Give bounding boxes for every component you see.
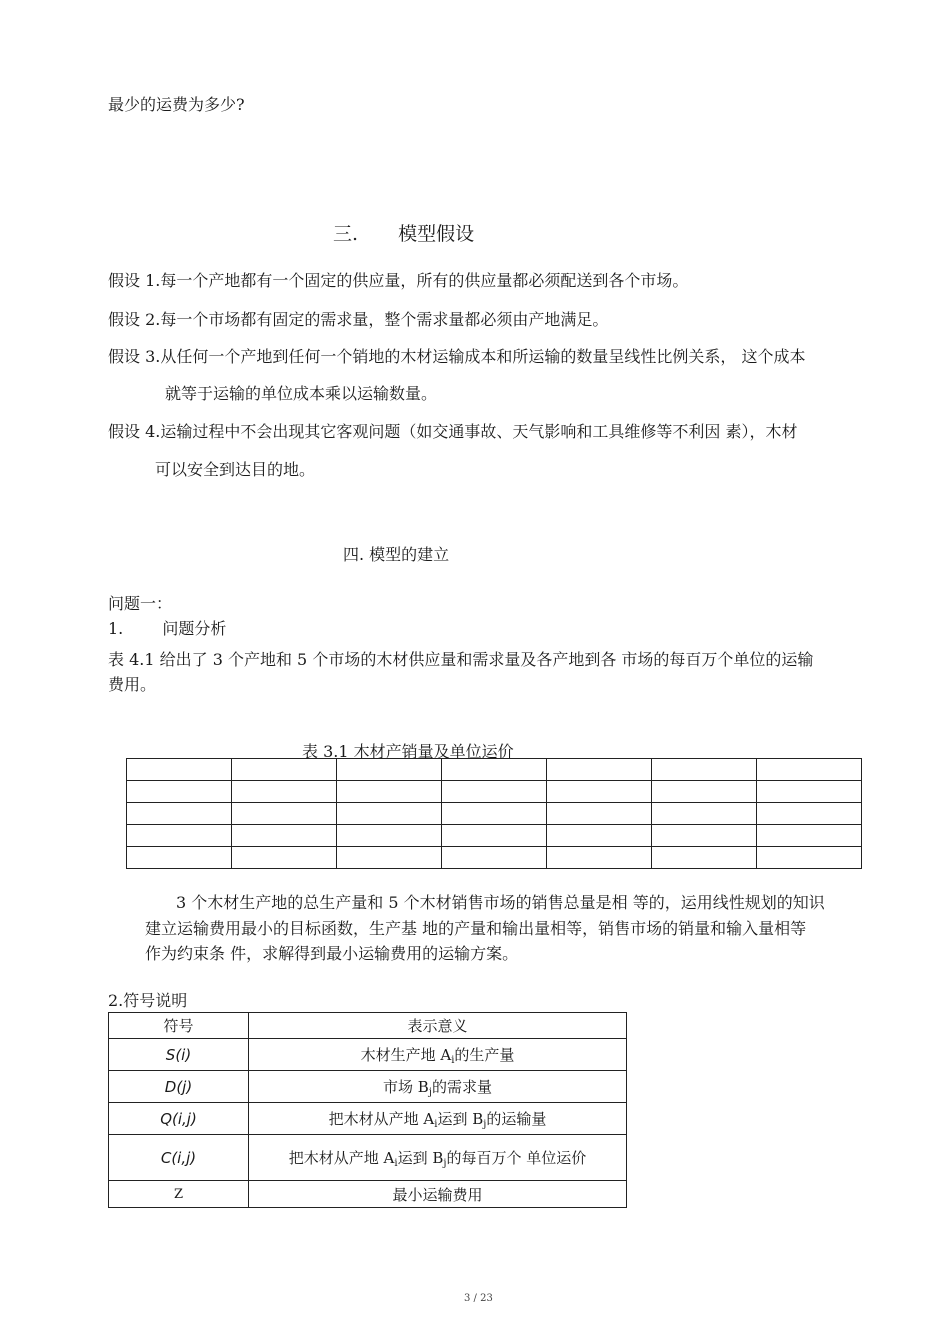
- analysis-paragraph-line2: 费用。: [108, 675, 157, 694]
- table-cell: [757, 847, 862, 869]
- table-cell: [547, 759, 652, 781]
- assumption-3-continuation: 就等于运输的单位成本乘以运输数量。: [165, 384, 438, 403]
- meaning-text: 把木材从产地 A: [288, 1148, 395, 1167]
- section3-title: [333, 219, 474, 246]
- table-cell: [232, 803, 337, 825]
- table-row: [127, 759, 862, 781]
- meaning-text: 把木材从产地 A: [328, 1109, 435, 1128]
- symbol-cell: Q(i,j): [109, 1103, 249, 1135]
- assumption-1: [108, 268, 688, 291]
- table-cell: [547, 803, 652, 825]
- assumption-label: 假设 2.: [108, 310, 161, 329]
- meaning-subscript: j: [428, 1086, 432, 1098]
- subsection1-title: 问题分析: [162, 619, 227, 638]
- assumption-text: 运输过程中不会出现其它客观问题（如交通事故、天气影响和工具维修等不利因 素），木材: [160, 422, 798, 441]
- table-cell: [127, 781, 232, 803]
- table-cell: [652, 759, 757, 781]
- table-cell: [652, 825, 757, 847]
- subsection1-number: 1.: [108, 619, 124, 638]
- header-symbol: 符号: [109, 1013, 249, 1039]
- meaning-subscript: i: [394, 1157, 398, 1169]
- table-cell: [442, 803, 547, 825]
- symbol-cell: Z: [109, 1181, 249, 1208]
- table-row: [127, 803, 862, 825]
- meaning-subscript: j: [483, 1118, 487, 1130]
- section4-title: 四. 模型的建立: [343, 545, 450, 564]
- symbol-cell: C(i,j): [109, 1135, 249, 1181]
- table-cell: [442, 825, 547, 847]
- table-cell: [547, 781, 652, 803]
- section3-title-text: 模型假设: [398, 223, 475, 245]
- meaning-cell: [249, 1039, 627, 1071]
- table-row: [109, 1103, 627, 1135]
- table-cell: [232, 781, 337, 803]
- meaning-cell: [249, 1135, 627, 1181]
- supply-demand-table: [126, 758, 862, 869]
- assumption-label: 假设 1.: [108, 271, 161, 290]
- table-cell: [337, 847, 442, 869]
- meaning-text: 的需求量: [431, 1077, 492, 1096]
- table-cell: [337, 781, 442, 803]
- assumption-label: 假设 4.: [108, 422, 161, 441]
- meaning-cell: [249, 1181, 627, 1208]
- section3-title-number: 三.: [333, 223, 359, 245]
- table-cell: [232, 759, 337, 781]
- meaning-text: 的运输量: [486, 1109, 547, 1128]
- symbol-cell: D(j): [109, 1071, 249, 1103]
- assumption-text: 每一个市场都有固定的需求量，整个需求量都必须由产地满足。: [160, 310, 609, 329]
- table-cell: [337, 825, 442, 847]
- table-cell: [652, 781, 757, 803]
- table-caption: 表 3.1 木材产销量及单位运价: [302, 742, 514, 761]
- table-row: [127, 781, 862, 803]
- meaning-text: 木材生产地 A: [360, 1045, 452, 1064]
- meaning-text: 最小运输费用: [392, 1185, 483, 1204]
- table-cell: [442, 781, 547, 803]
- model-paragraph-line1: 3 个木材生产地的总生产量和 5 个木材销售市场的销售总量是相 等的，运用线性规划的知识: [176, 893, 825, 912]
- meaning-text: 运到 B: [437, 1109, 484, 1128]
- assumption-4: [108, 419, 797, 442]
- meaning-cell: [249, 1103, 627, 1135]
- table-row: [109, 1071, 627, 1103]
- subsection2-heading: 2.符号说明: [108, 991, 188, 1010]
- meaning-text: 运到 B: [397, 1148, 444, 1167]
- table-cell: [757, 803, 862, 825]
- subsection1-heading: [108, 616, 226, 639]
- table-cell: [442, 759, 547, 781]
- assumption-2: [108, 307, 608, 330]
- assumption-text: 每一个产地都有一个固定的供应量，所有的供应量都必须配送到各个市场。: [160, 271, 689, 290]
- table-cell: [652, 847, 757, 869]
- table-cell: [127, 759, 232, 781]
- table-cell: [337, 759, 442, 781]
- intro-tail-text: 最少的运费为多少?: [108, 95, 245, 114]
- table-cell: [232, 825, 337, 847]
- table-cell: [652, 803, 757, 825]
- table-cell: [757, 825, 862, 847]
- problem-label: 问题一：: [108, 594, 173, 613]
- table-cell: [757, 759, 862, 781]
- header-meaning: 表示意义: [249, 1013, 627, 1039]
- meaning-text: 的每百万个 单位运价: [446, 1148, 587, 1167]
- table-cell: [757, 781, 862, 803]
- table-cell: [127, 803, 232, 825]
- model-paragraph-line3: 作为约束条 件，求解得到最小运输费用的运输方案。: [145, 944, 519, 963]
- symbol-cell: S(i): [109, 1039, 249, 1071]
- model-paragraph-line2: 建立运输费用最小的目标函数，生产基 地的产量和输出量相等，销售市场的销量和输入量相等: [145, 919, 807, 938]
- table-cell: [127, 847, 232, 869]
- assumption-label: 假设 3.: [108, 347, 161, 366]
- assumption-4-continuation: 可以安全到达目的地。: [155, 460, 316, 479]
- table-row: [127, 847, 862, 869]
- table-header-row: [109, 1013, 627, 1039]
- analysis-paragraph-line1: 表 4.1 给出了 3 个产地和 5 个市场的木材供应量和需求量及各产地到各 市场的每百万个单位的运输: [108, 650, 814, 669]
- meaning-subscript: i: [434, 1118, 438, 1130]
- symbol-table: [108, 1012, 627, 1208]
- table-cell: [337, 803, 442, 825]
- table-cell: [232, 847, 337, 869]
- meaning-cell: [249, 1071, 627, 1103]
- page-number: 3 / 23: [464, 1293, 493, 1304]
- meaning-text: 的生产量: [454, 1045, 515, 1064]
- table-row: [109, 1135, 627, 1181]
- table-cell: [442, 847, 547, 869]
- table-row: [109, 1181, 627, 1208]
- assumption-text: 从任何一个产地到任何一个销地的木材运输成本和所运输的数量呈线性比例关系， 这个成本: [160, 347, 806, 366]
- table-cell: [547, 847, 652, 869]
- meaning-subscript: j: [443, 1157, 447, 1169]
- table-row: [127, 825, 862, 847]
- table-row: [109, 1039, 627, 1071]
- meaning-text: 市场 B: [383, 1077, 429, 1096]
- table-cell: [127, 825, 232, 847]
- table-cell: [547, 825, 652, 847]
- meaning-subscript: i: [451, 1054, 455, 1066]
- assumption-3: [108, 344, 805, 367]
